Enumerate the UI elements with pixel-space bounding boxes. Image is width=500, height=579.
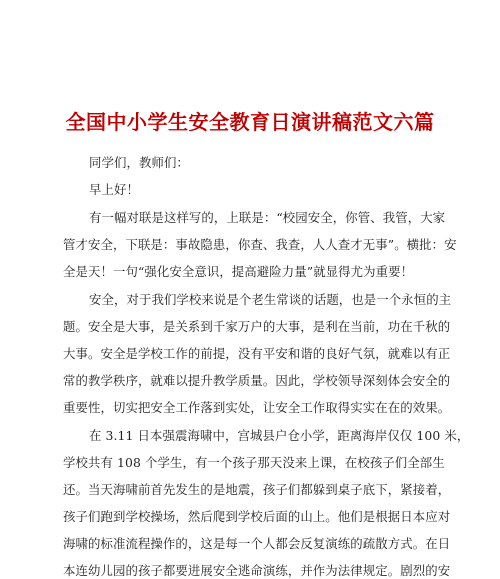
- paragraph-line: 大事。安全是学校工作的前提，没有平安和谐的良好气氛，就难以有正: [63, 346, 451, 361]
- document-title: 全国中小学生安全教育日演讲稿范文六篇: [65, 110, 435, 134]
- paragraph-line: 全是天！一句“强化安全意识，提高避险力量”就显得尤为重要！: [63, 264, 414, 279]
- paragraph-line: 管才安全，下联是：事故隐患，你查、我查，人人查才无事”。横批：安: [63, 237, 457, 252]
- paragraph-line: 同学们，教师们：: [89, 155, 189, 170]
- paragraph-line: 学校共有 108 个学生，有一个孩子那天没来上课，在校孩子们全部生: [63, 455, 445, 470]
- paragraph-line: 常的教学秩序，就难以提升教学质量。因此，学校领导深刻体会安全的: [63, 373, 451, 388]
- paragraph-line: 还。当天海啸前首先发生的是地震，孩子们都躲到桌子底下，紧接着，: [63, 482, 451, 497]
- paragraph-line: 题。安全是大事，是关系到千家万户的大事，是利在当前，功在千秋的: [63, 319, 451, 334]
- paragraph-line: 安全，对于我们学校来说是个老生常谈的话题，也是一个永恒的主: [89, 292, 452, 307]
- paragraph-line: 孩子们跑到学校操场，然后爬到学校后面的山上。他们是根据日本应对: [63, 509, 451, 524]
- paragraph-line: 早上好！: [89, 182, 139, 197]
- paragraph-line: 本连幼儿园的孩子都要进展安全逃命演练，并作为法律规定。剧烈的安: [63, 563, 451, 578]
- paragraph-line: 海啸的标准流程操作的，这是每一个人都会反复演练的疏散方式。在日: [63, 536, 451, 551]
- paragraph-line: 有一幅对联是这样写的，上联是：“校园安全，你管、我管，大家: [89, 210, 446, 225]
- paragraph-line: 重要性，切实把安全工作落到实处，让安全工作取得实实在在的效果。: [63, 400, 451, 415]
- paragraph-line: 在 3.11 日本强震海啸中，宫城县户仓小学，距离海岸仅仅 100 米，: [89, 428, 470, 443]
